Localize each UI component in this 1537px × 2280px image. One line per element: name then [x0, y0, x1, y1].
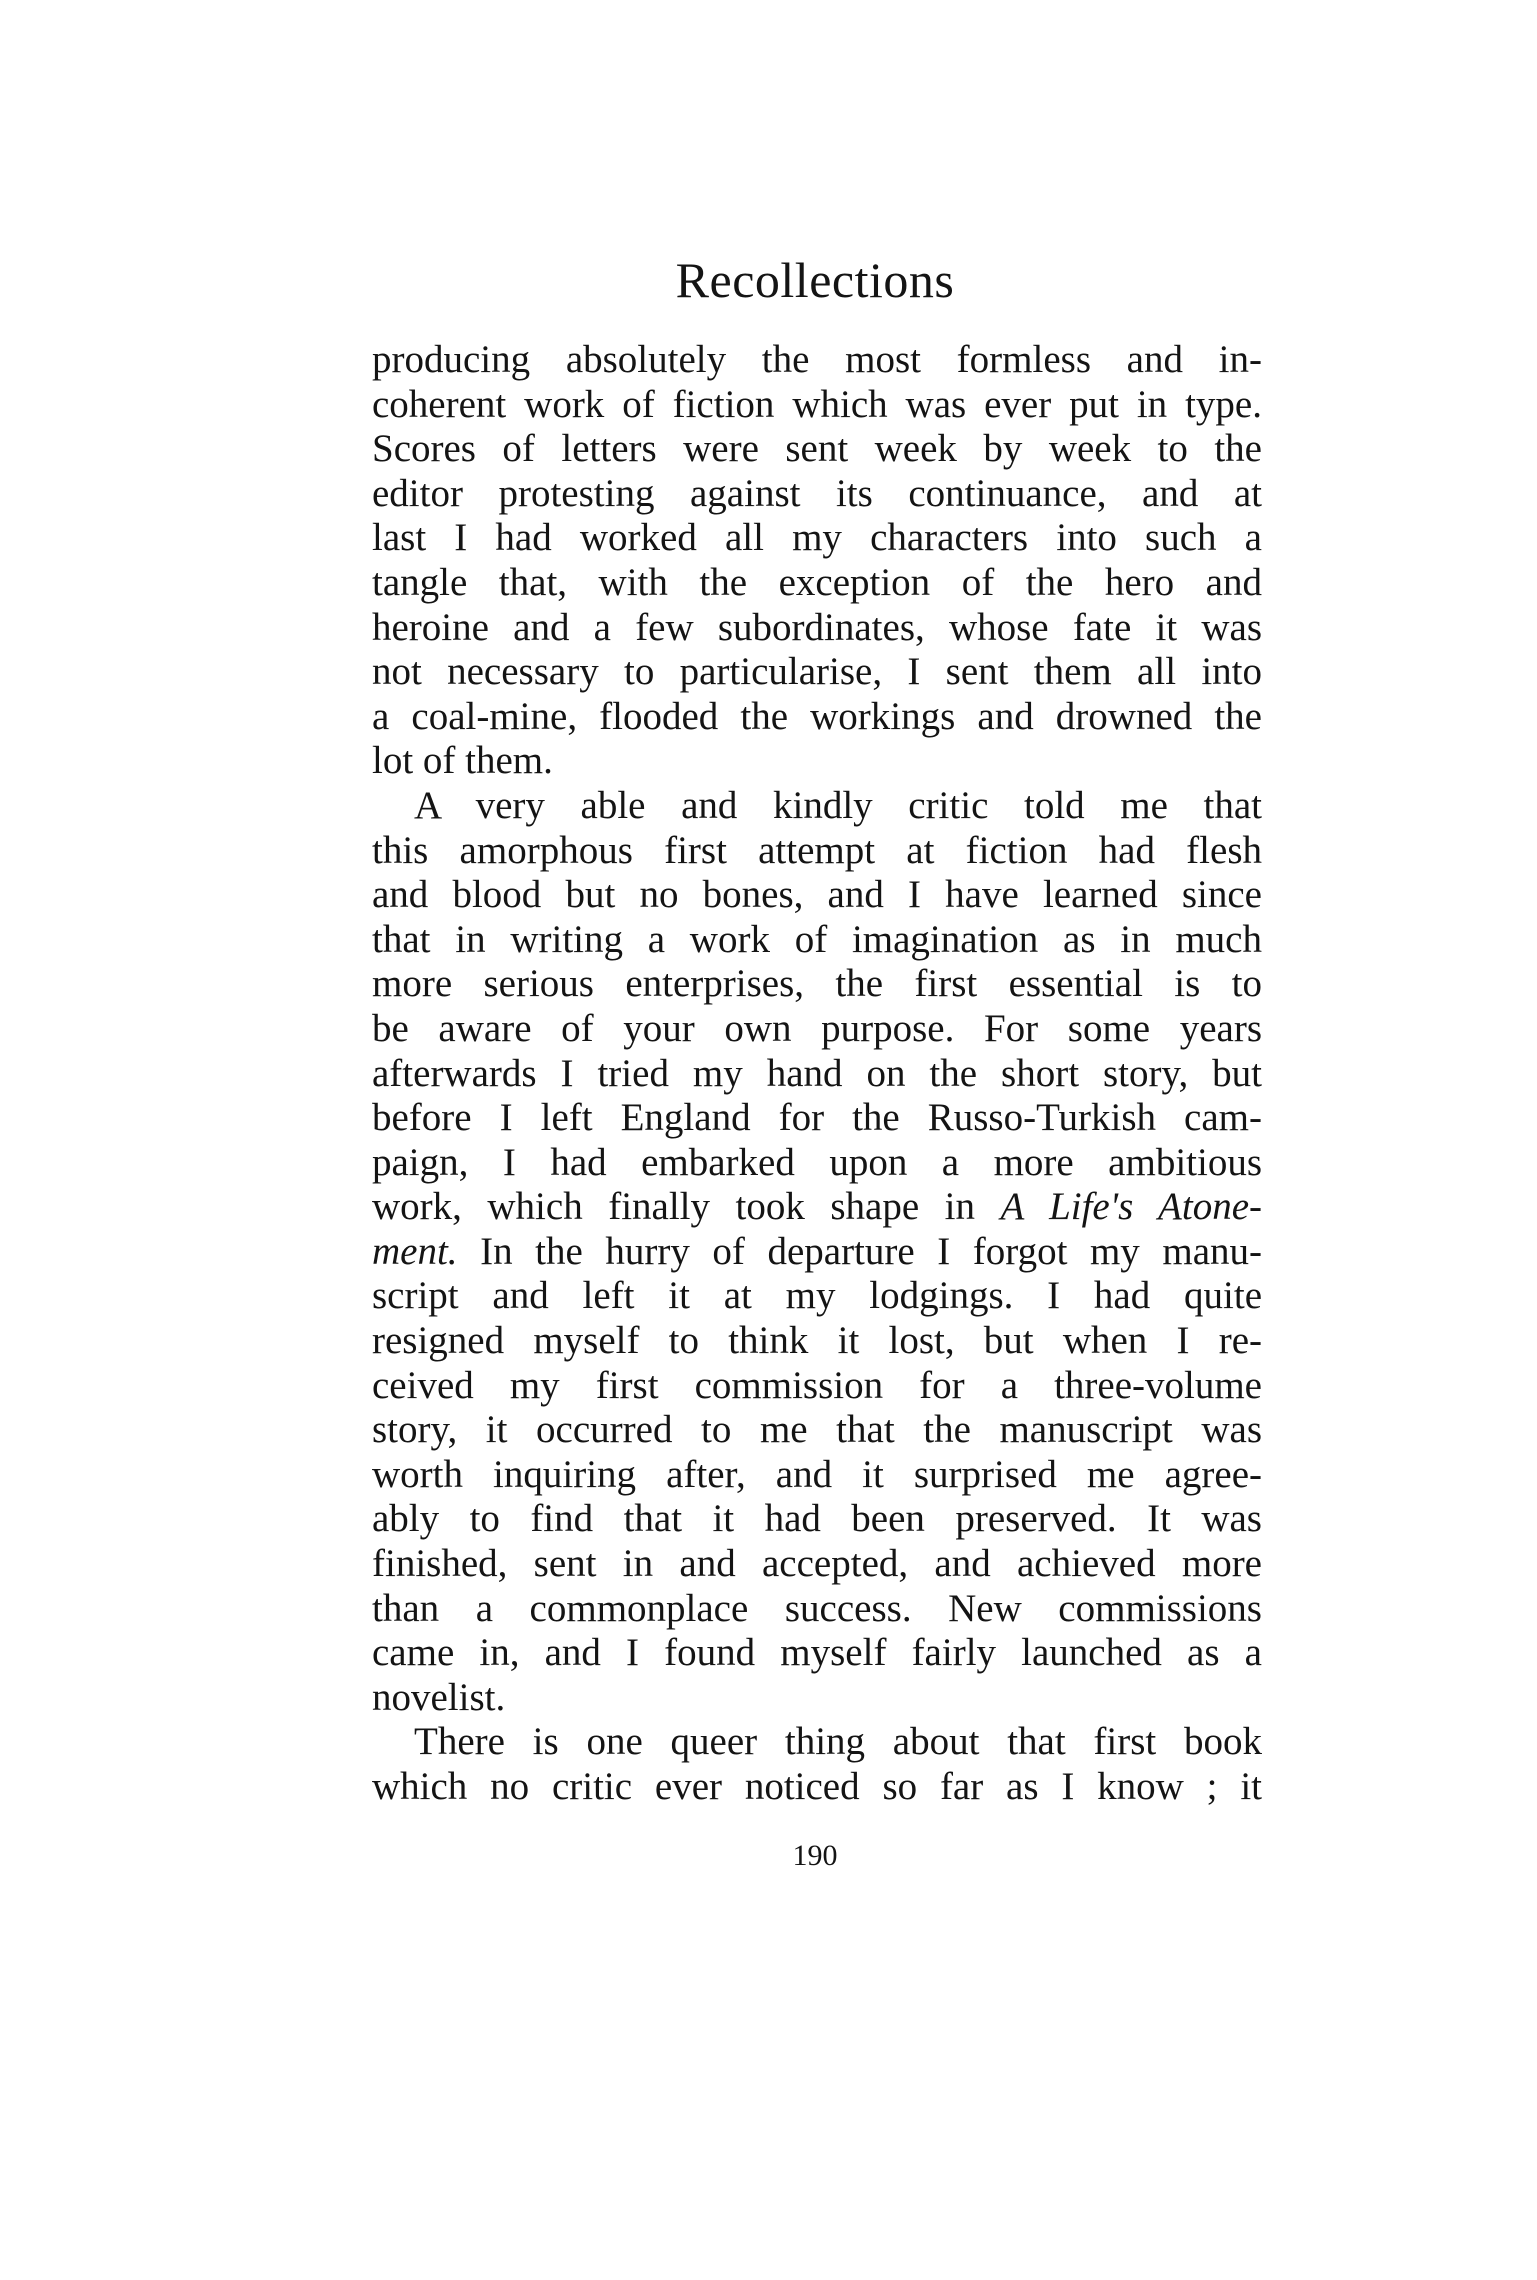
text-line — [372, 1230, 1262, 1275]
text-line: ceived my first commission for a three-volume — [372, 1363, 1262, 1407]
text-line: not necessary to particularise, I sent them all into — [372, 650, 1262, 694]
text-line: novelist. — [372, 1675, 506, 1719]
text-line: editor protesting against its continuance, and at — [372, 471, 1262, 515]
text-line — [372, 1185, 1262, 1230]
text-line: came in, and I found myself fairly launched as a — [372, 1631, 1262, 1675]
text-line: worth inquiring after, and it surprised me agree- — [372, 1452, 1262, 1496]
book-title: ment. — [372, 1229, 458, 1273]
text-line: which no critic ever noticed so far as I know ; it — [372, 1765, 1262, 1808]
text-line: script and left it at my lodgings. I had quite — [372, 1274, 1262, 1318]
text-line: finished, sent in and accepted, and achieved more — [372, 1542, 1262, 1586]
running-head: Recollections — [675, 252, 955, 308]
text-line: ably to find that it had been preserved. It was — [372, 1497, 1262, 1541]
text-line: last I had worked all my characters into such a — [372, 516, 1262, 560]
body-text — [372, 338, 1262, 1810]
text-run: In the hurry of departure I forgot my manu- — [457, 1229, 1262, 1273]
text-line: and blood but no bones, and I have learned since — [372, 873, 1262, 917]
text-run: work, which finally took shape in — [372, 1185, 1001, 1229]
text-line: There is one queer thing about that first book — [414, 1720, 1262, 1764]
text-line: than a commonplace success. New commissions — [372, 1586, 1262, 1630]
text-line: Scores of letters were sent week by week to the — [372, 427, 1262, 471]
text-line: be aware of your own purpose. For some years — [372, 1006, 1262, 1050]
text-line: this amorphous first attempt at fiction had flesh — [372, 828, 1262, 872]
text-line: resigned myself to think it lost, but when I re- — [372, 1319, 1262, 1363]
text-line: afterwards I tried my hand on the short story, but — [372, 1051, 1262, 1095]
page-number: 190 — [792, 1839, 838, 1872]
text-line: more serious enterprises, the first essential is to — [372, 962, 1262, 1006]
text-line: story, it occurred to me that the manuscript was — [372, 1408, 1262, 1452]
text-line: lot of them. — [372, 739, 553, 783]
text-line: coherent work of fiction which was ever put in type. — [372, 382, 1262, 426]
text-line: that in writing a work of imagination as in much — [372, 917, 1262, 961]
text-line: heroine and a few subordinates, whose fate it was — [372, 605, 1262, 649]
text-line: a coal-mine, flooded the workings and drowned the — [372, 694, 1262, 738]
book-title: A Life's Atone- — [1000, 1185, 1262, 1229]
text-line: before I left England for the Russo-Turkish cam- — [372, 1096, 1262, 1140]
text-line: A very able and kindly critic told me that — [414, 783, 1262, 827]
text-line: tangle that, with the exception of the hero and — [372, 560, 1262, 604]
text-line: paign, I had embarked upon a more ambitious — [372, 1140, 1262, 1184]
text-line: producing absolutely the most formless and in- — [372, 338, 1262, 381]
